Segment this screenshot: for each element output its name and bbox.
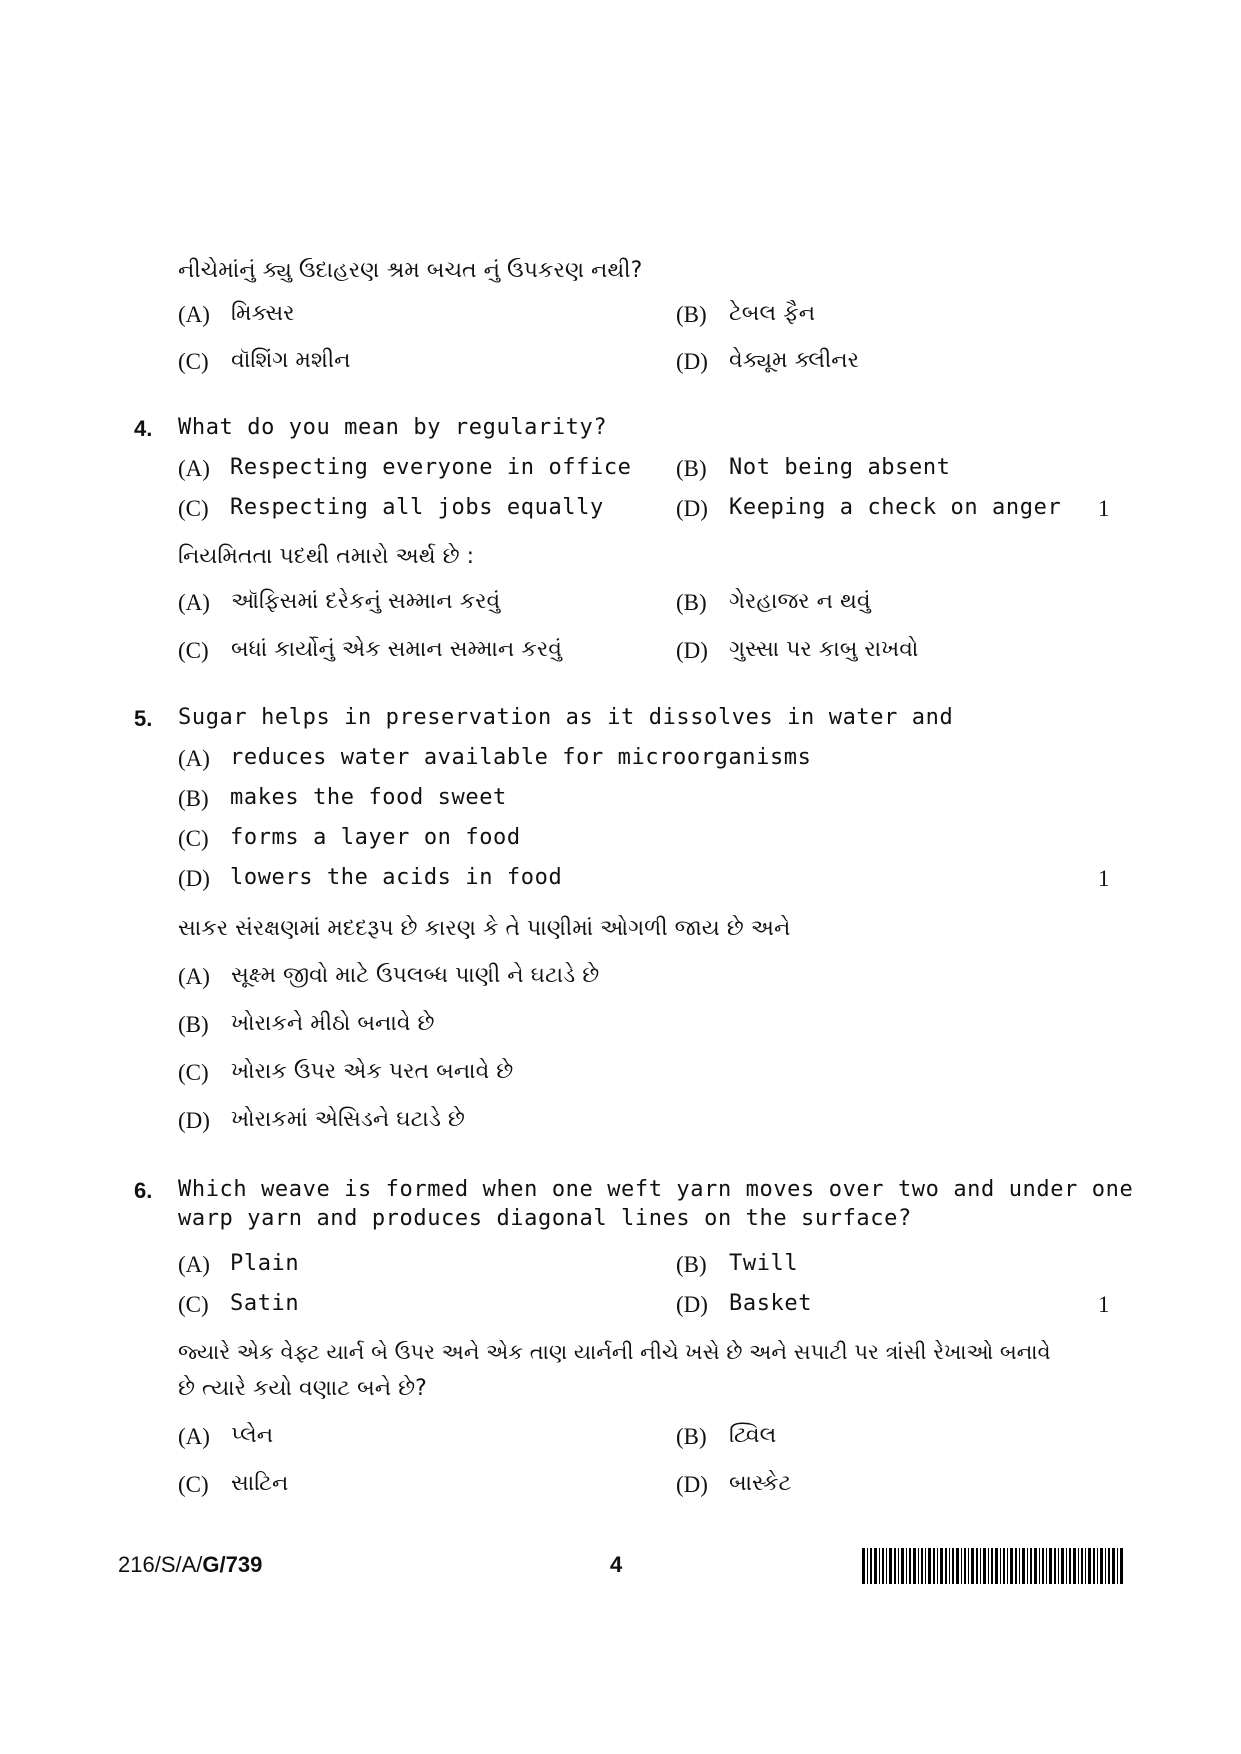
barcode-icon [862, 1548, 1124, 1584]
q3-gu-option-a: મિક્સર [231, 301, 295, 326]
q4-gu-option-c: બધાં કાર્યોનું એક સમાન સમ્માન કરવું [231, 637, 562, 662]
paper-code-prefix: 216/S/A/ [118, 1552, 203, 1577]
q4-gu-option-a: ઑફિસમાં દરેકનું સમ્માન કરવું [231, 589, 501, 614]
option-label: (B) [676, 1252, 707, 1277]
q4-gu-option-b: ગેરહાજર ન થવું [729, 589, 871, 614]
option-label: (A) [178, 302, 210, 327]
option-label: (B) [676, 590, 707, 615]
q4-gu-stem: નિયમિતતા પદથી તમારો અર્થ છે : [178, 544, 475, 569]
option-label: (D) [676, 496, 708, 521]
page-number: 4 [610, 1552, 623, 1577]
q4-gu-option-d: ગુસ્સા પર કાબુ રાખવો [729, 637, 919, 662]
q6-option-c: Satin [230, 1291, 300, 1316]
q6-option-a: Plain [230, 1251, 300, 1276]
q6-gu-option-b: ટ્વિલ [729, 1423, 777, 1448]
option-label: (B) [676, 1424, 707, 1449]
q5-gu-stem: સાકર સંરક્ષણમાં મદદરૂપ છે કારણ કે તે પાણીમાં ઓગળી જાય છે અને [178, 916, 791, 941]
paper-code [118, 1552, 262, 1578]
option-label: (A) [178, 1424, 210, 1449]
q6-gu-stem-line2: છે ત્યારે કયો વણાટ બને છે? [178, 1376, 427, 1401]
option-label: (D) [676, 1472, 708, 1497]
option-label: (C) [178, 496, 209, 521]
option-label: (B) [178, 786, 209, 811]
q6-option-b: Twill [729, 1251, 799, 1276]
option-label: (A) [178, 456, 210, 481]
q6-gu-stem-line1: જ્યારે એક વેફ્ટ યાર્ન બે ઉપર અને એક તાણ યાર્નની નીચે ખસે છે અને સપાટી પર ત્રાંસી રેખાઓ બનાવે [178, 1340, 1051, 1364]
q5-gu-option-d: ખોરાકમાં એસિડને ઘટાડે છે [231, 1107, 465, 1132]
option-label: (B) [178, 1012, 209, 1037]
q4-option-a: Respecting everyone in office [230, 455, 632, 480]
option-label: (C) [178, 349, 209, 374]
q5-stem: Sugar helps in preservation as it dissolves in water and [178, 705, 954, 730]
option-label: (D) [676, 1292, 708, 1317]
question-number: 5. [134, 706, 153, 731]
q5-gu-option-c: ખોરાક ઉપર એક પરત બનાવે છે [231, 1059, 514, 1084]
q6-gu-option-d: બાસ્કેટ [729, 1471, 792, 1496]
q5-gu-option-a: સૂક્ષ્મ જીવો માટે ઉપલબ્ધ પાણી ને ઘટાડે છે [231, 963, 600, 988]
option-label: (A) [178, 964, 210, 989]
question-number: 6. [134, 1178, 153, 1203]
marks: 1 [1098, 866, 1110, 891]
option-label: (D) [178, 866, 210, 891]
option-label: (B) [676, 456, 707, 481]
q5-gu-option-b: ખોરાકને મીઠો બનાવે છે [231, 1011, 435, 1036]
option-label: (C) [178, 638, 209, 663]
option-label: (C) [178, 1060, 209, 1085]
option-label: (C) [178, 1292, 209, 1317]
q6-gu-option-c: સાટિન [231, 1471, 289, 1496]
option-label: (D) [676, 349, 708, 374]
q4-stem: What do you mean by regularity? [178, 415, 608, 440]
q6-gu-option-a: પ્લેન [231, 1423, 274, 1448]
option-label: (B) [676, 302, 707, 327]
marks: 1 [1098, 496, 1110, 521]
option-label: (C) [178, 826, 209, 851]
option-label: (A) [178, 746, 210, 771]
q5-option-b: makes the food sweet [230, 785, 507, 810]
q3-gu-option-d: વેક્યૂમ ક્લીનર [729, 348, 860, 373]
q4-option-d: Keeping a check on anger [729, 495, 1062, 520]
option-label: (D) [178, 1108, 210, 1133]
option-label: (D) [676, 638, 708, 663]
q4-option-c: Respecting all jobs equally [230, 495, 604, 520]
option-label: (A) [178, 590, 210, 615]
q3-gu-option-b: ટેબલ ફૈન [729, 301, 816, 326]
q5-option-d: lowers the acids in food [230, 865, 563, 890]
marks: 1 [1098, 1292, 1110, 1317]
q3-gu-option-c: વૉશિંગ મશીન [231, 348, 351, 373]
q3-gu-stem: નીચેમાંનું ક્યુ ઉદાહરણ શ્રમ બચત નું ઉપકરણ નથી? [178, 258, 643, 283]
q5-option-a: reduces water available for microorganisms [230, 745, 812, 770]
q6-stem-line1: Which weave is formed when one weft yarn moves over two and under one [178, 1177, 1134, 1202]
paper-code-bold: G/739 [202, 1552, 263, 1577]
option-label: (A) [178, 1252, 210, 1277]
q5-option-c: forms a layer on food [230, 825, 521, 850]
q6-option-d: Basket [729, 1291, 813, 1316]
q4-option-b: Not being absent [729, 455, 951, 480]
question-number: 4. [134, 416, 153, 441]
q6-stem-line2: warp yarn and produces diagonal lines on the surface? [178, 1206, 912, 1231]
option-label: (C) [178, 1472, 209, 1497]
